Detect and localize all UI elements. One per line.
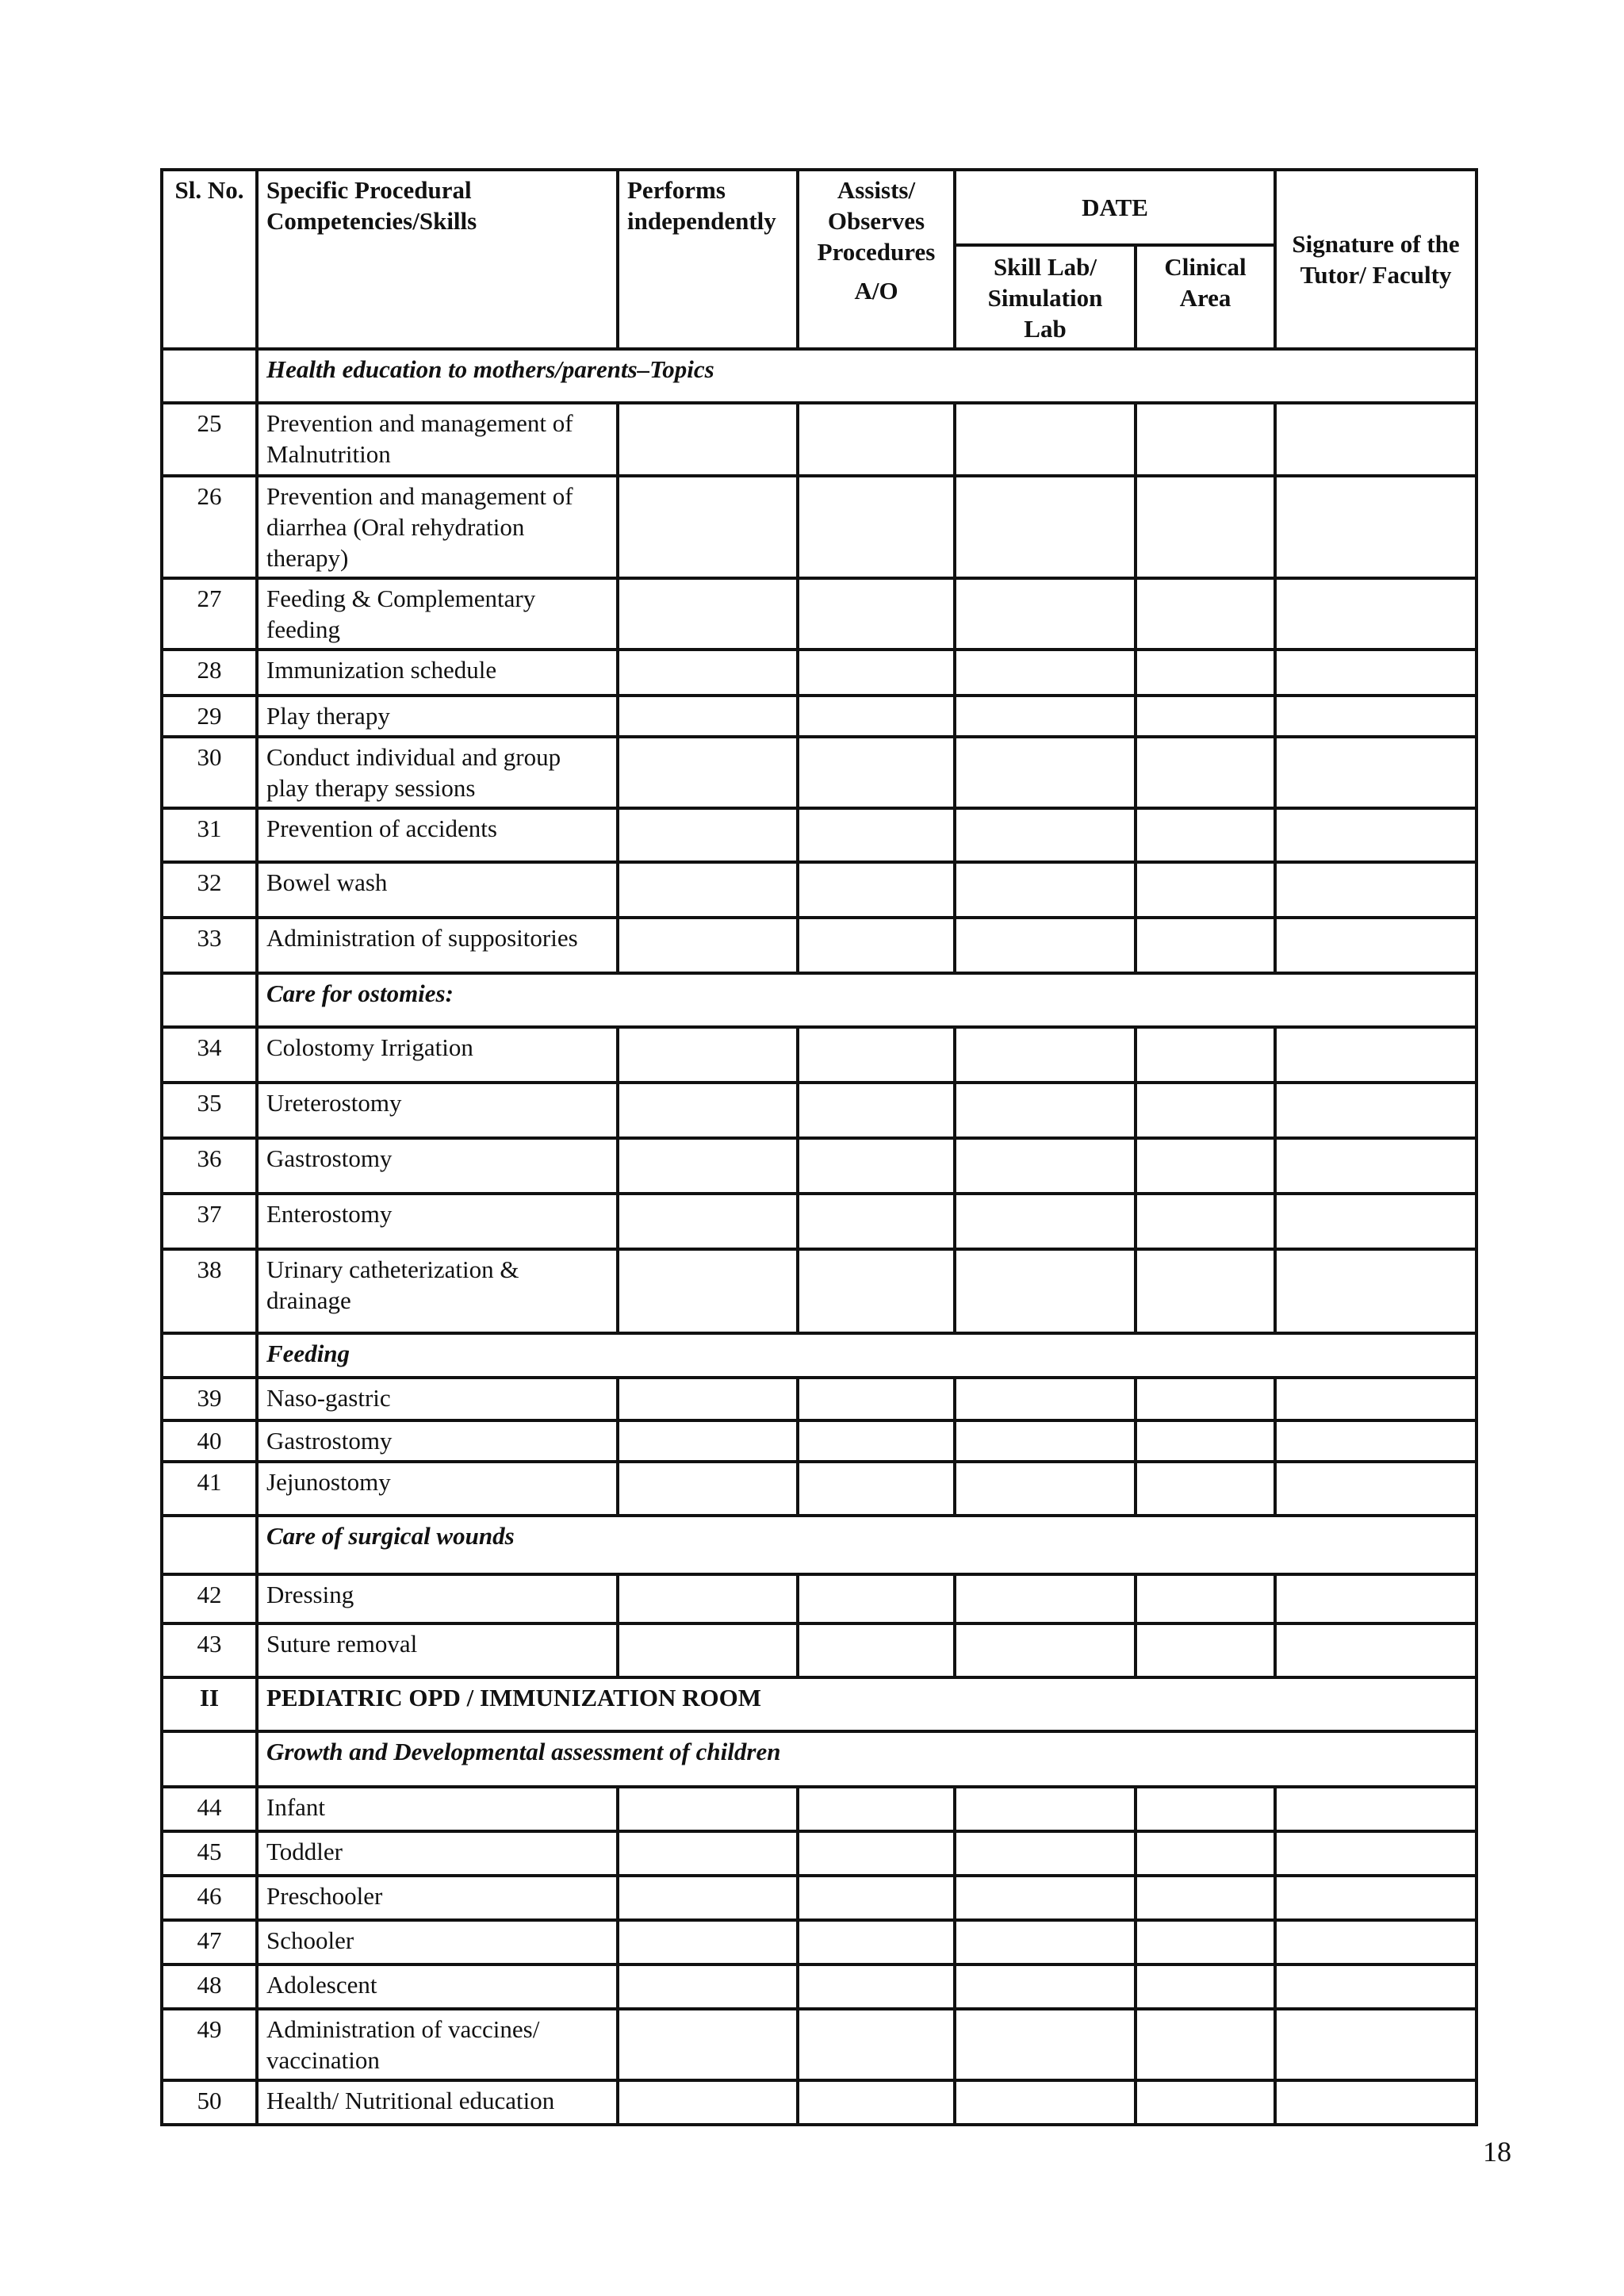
skill-lab-date-cell [955,1574,1136,1623]
skill-cell: Toddler [257,1831,618,1876]
sl-no-cell: 35 [162,1083,257,1138]
table-row [162,1964,1477,2009]
sl-no-cell: 44 [162,1787,257,1831]
clinical-date-cell [1136,578,1275,650]
assists-cell [798,2009,955,2080]
signature-cell [1275,578,1477,650]
skill-cell: Urinary catheterization & drainage [257,1249,618,1333]
skill-cell: Feeding & Complementary feeding [257,578,618,650]
signature-cell [1275,1083,1477,1138]
signature-cell [1275,1462,1477,1516]
skill-cell: Preschooler [257,1876,618,1920]
performs-cell [618,2009,798,2080]
skill-lab-date-cell [955,1964,1136,2009]
skill-lab-date-cell [955,650,1136,696]
table-row [162,862,1477,918]
clinical-date-cell [1136,1787,1275,1831]
skill-lab-date-cell [955,808,1136,862]
assists-cell [798,1831,955,1876]
skill-cell: Suture removal [257,1623,618,1677]
clinical-date-cell [1136,808,1275,862]
signature-cell [1275,737,1477,808]
skill-lab-date-cell [955,1623,1136,1677]
assists-cell [798,476,955,578]
header-signature: Signature of the Tutor/ Faculty [1275,170,1477,349]
signature-cell [1275,1138,1477,1194]
clinical-date-cell [1136,1249,1275,1333]
sl-no-cell: 40 [162,1420,257,1462]
signature-cell [1275,1787,1477,1831]
header-clinical-area: Clinical Area [1136,245,1275,349]
skill-cell: Health/ Nutritional education [257,2080,618,2125]
signature-cell [1275,1027,1477,1083]
assists-cell [798,1574,955,1623]
table-row [162,2009,1477,2080]
signature-cell [1275,1378,1477,1420]
skill-cell: Naso-gastric [257,1378,618,1420]
header-performs-independently: Performs independently [618,170,798,349]
skill-lab-date-cell [955,1378,1136,1420]
clinical-date-cell [1136,650,1275,696]
skill-cell: Gastrostomy [257,1420,618,1462]
signature-cell [1275,1249,1477,1333]
assists-cell [798,1920,955,1964]
table-row [162,1378,1477,1420]
skill-lab-date-cell [955,2009,1136,2080]
sl-no-cell: 50 [162,2080,257,2125]
sl-no-cell: 41 [162,1462,257,1516]
assists-cell [798,918,955,973]
signature-cell [1275,476,1477,578]
header-assists-observes [798,170,955,349]
performs-cell [618,1787,798,1831]
performs-cell [618,1876,798,1920]
section-heading: Health education to mothers/parents–Topics [257,349,1477,403]
performs-cell [618,1462,798,1516]
section-row [162,1516,1477,1574]
skill-lab-date-cell [955,1462,1136,1516]
table-row [162,2080,1477,2125]
assists-cell [798,578,955,650]
skill-cell: Bowel wash [257,862,618,918]
skill-lab-date-cell [955,696,1136,737]
section-row [162,349,1477,403]
header-assists-code: A/O [854,277,898,305]
clinical-date-cell [1136,476,1275,578]
skill-cell: Schooler [257,1920,618,1964]
signature-cell [1275,1623,1477,1677]
section-heading: Care for ostomies: [257,973,1477,1027]
sl-no-cell: 38 [162,1249,257,1333]
table-row [162,1876,1477,1920]
skill-lab-date-cell [955,737,1136,808]
clinical-date-cell [1136,918,1275,973]
signature-cell [1275,1574,1477,1623]
skill-lab-date-cell [955,403,1136,476]
assists-cell [798,737,955,808]
performs-cell [618,1138,798,1194]
table-row [162,1623,1477,1677]
signature-cell [1275,696,1477,737]
skill-cell: Ureterostomy [257,1083,618,1138]
assists-cell [798,1420,955,1462]
skill-cell: Prevention and management of Malnutrition [257,403,618,476]
assists-cell [798,1787,955,1831]
skill-cell: Prevention of accidents [257,808,618,862]
clinical-date-cell [1136,1623,1275,1677]
assists-cell [798,1027,955,1083]
clinical-date-cell [1136,1462,1275,1516]
table-row [162,650,1477,696]
skill-lab-date-cell [955,1194,1136,1249]
table-row [162,403,1477,476]
performs-cell [618,1027,798,1083]
assists-cell [798,1964,955,2009]
sl-no-cell: 34 [162,1027,257,1083]
clinical-date-cell [1136,1920,1275,1964]
clinical-date-cell [1136,1378,1275,1420]
signature-cell [1275,650,1477,696]
table-row [162,1831,1477,1876]
skill-lab-date-cell [955,1138,1136,1194]
table-row [162,1920,1477,1964]
header-sl-no: Sl. No. [162,170,257,349]
header-skill-lab: Skill Lab/ Simulation Lab [955,245,1136,349]
sl-no-cell: 42 [162,1574,257,1623]
performs-cell [618,696,798,737]
sl-no-cell: 48 [162,1964,257,2009]
assists-cell [798,1194,955,1249]
sl-no-cell: 36 [162,1138,257,1194]
clinical-date-cell [1136,737,1275,808]
section-heading: Growth and Developmental assessment of children [257,1731,1477,1787]
sl-no-cell [162,1333,257,1378]
performs-cell [618,1420,798,1462]
skill-cell: Jejunostomy [257,1462,618,1516]
table-row [162,1574,1477,1623]
skill-lab-date-cell [955,862,1136,918]
table-row [162,1027,1477,1083]
skill-cell: Dressing [257,1574,618,1623]
clinical-date-cell [1136,2080,1275,2125]
assists-cell [798,650,955,696]
sl-no-cell: 29 [162,696,257,737]
clinical-date-cell [1136,862,1275,918]
performs-cell [618,1920,798,1964]
assists-cell [798,1138,955,1194]
sl-no-cell: 31 [162,808,257,862]
performs-cell [618,1964,798,2009]
assists-cell [798,1378,955,1420]
skill-cell: Infant [257,1787,618,1831]
performs-cell [618,650,798,696]
header-assists-label: Assists/ Observes Procedures [817,176,936,266]
header-date: DATE [955,170,1275,245]
sl-no-cell [162,1516,257,1574]
sl-no-cell: 49 [162,2009,257,2080]
sl-no-cell: 39 [162,1378,257,1420]
table-row [162,737,1477,808]
skill-cell: Adolescent [257,1964,618,2009]
clinical-date-cell [1136,1574,1275,1623]
performs-cell [618,403,798,476]
performs-cell [618,1378,798,1420]
sl-no-cell: 33 [162,918,257,973]
skill-cell: Play therapy [257,696,618,737]
table-row [162,918,1477,973]
signature-cell [1275,2080,1477,2125]
part-title: PEDIATRIC OPD / IMMUNIZATION ROOM [257,1677,1477,1731]
clinical-date-cell [1136,1964,1275,2009]
skill-lab-date-cell [955,1249,1136,1333]
table-row [162,578,1477,650]
assists-cell [798,403,955,476]
table-row [162,1138,1477,1194]
skill-cell: Administration of vaccines/ vaccination [257,2009,618,2080]
clinical-date-cell [1136,1831,1275,1876]
table-row [162,1249,1477,1333]
signature-cell [1275,1964,1477,2009]
clinical-date-cell [1136,403,1275,476]
sl-no-cell: 37 [162,1194,257,1249]
sl-no-cell [162,349,257,403]
performs-cell [618,1623,798,1677]
sl-no-cell: 25 [162,403,257,476]
skill-cell: Gastrostomy [257,1138,618,1194]
signature-cell [1275,1876,1477,1920]
skill-lab-date-cell [955,2080,1136,2125]
assists-cell [798,2080,955,2125]
clinical-date-cell [1136,1876,1275,1920]
sl-no-cell: 28 [162,650,257,696]
skill-lab-date-cell [955,1831,1136,1876]
skill-lab-date-cell [955,1420,1136,1462]
assists-cell [798,1083,955,1138]
sl-no-cell: 45 [162,1831,257,1876]
sl-no-cell: 32 [162,862,257,918]
performs-cell [618,476,798,578]
table-row [162,476,1477,578]
signature-cell [1275,918,1477,973]
assists-cell [798,1876,955,1920]
page-number: 18 [1483,2136,1511,2168]
performs-cell [618,578,798,650]
sl-no-cell [162,973,257,1027]
skill-cell: Colostomy Irrigation [257,1027,618,1083]
skill-lab-date-cell [955,476,1136,578]
skill-cell: Immunization schedule [257,650,618,696]
table-row [162,1194,1477,1249]
sl-no-cell: 26 [162,476,257,578]
section-heading: Feeding [257,1333,1477,1378]
competency-table [160,168,1478,2126]
skill-cell: Conduct individual and group play therapy sessions [257,737,618,808]
sl-no-cell: 27 [162,578,257,650]
skill-lab-date-cell [955,1083,1136,1138]
table-row [162,808,1477,862]
section-row [162,1731,1477,1787]
clinical-date-cell [1136,1027,1275,1083]
clinical-date-cell [1136,1138,1275,1194]
table-row [162,1462,1477,1516]
clinical-date-cell [1136,696,1275,737]
signature-cell [1275,862,1477,918]
clinical-date-cell [1136,1194,1275,1249]
assists-cell [798,1462,955,1516]
assists-cell [798,862,955,918]
section-row [162,1333,1477,1378]
skill-lab-date-cell [955,1027,1136,1083]
sl-no-cell: 43 [162,1623,257,1677]
clinical-date-cell [1136,1420,1275,1462]
performs-cell [618,1083,798,1138]
sl-no-cell [162,1731,257,1787]
assists-cell [798,696,955,737]
performs-cell [618,2080,798,2125]
signature-cell [1275,808,1477,862]
skill-lab-date-cell [955,918,1136,973]
assists-cell [798,808,955,862]
performs-cell [618,1574,798,1623]
signature-cell [1275,403,1477,476]
sl-no-cell: 46 [162,1876,257,1920]
table-row [162,1420,1477,1462]
performs-cell [618,1249,798,1333]
performs-cell [618,862,798,918]
skill-cell: Enterostomy [257,1194,618,1249]
clinical-date-cell [1136,1083,1275,1138]
assists-cell [798,1249,955,1333]
signature-cell [1275,1831,1477,1876]
skill-lab-date-cell [955,1920,1136,1964]
section-heading: Care of surgical wounds [257,1516,1477,1574]
skill-cell: Prevention and management of diarrhea (Oral rehydration therapy) [257,476,618,578]
sl-no-cell: 30 [162,737,257,808]
skill-cell: Administration of suppositories [257,918,618,973]
signature-cell [1275,1920,1477,1964]
section-row [162,973,1477,1027]
skill-lab-date-cell [955,1787,1136,1831]
performs-cell [618,918,798,973]
part-number: II [162,1677,257,1731]
signature-cell [1275,1420,1477,1462]
performs-cell [618,1194,798,1249]
table-body [162,349,1477,2125]
part-row [162,1677,1477,1731]
signature-cell [1275,2009,1477,2080]
sl-no-cell: 47 [162,1920,257,1964]
header-skill: Specific Procedural Competencies/Skills [257,170,618,349]
performs-cell [618,808,798,862]
table-row [162,696,1477,737]
table-row [162,1787,1477,1831]
performs-cell [618,1831,798,1876]
assists-cell [798,1623,955,1677]
skill-lab-date-cell [955,578,1136,650]
performs-cell [618,737,798,808]
table-row [162,1083,1477,1138]
skill-lab-date-cell [955,1876,1136,1920]
signature-cell [1275,1194,1477,1249]
clinical-date-cell [1136,2009,1275,2080]
